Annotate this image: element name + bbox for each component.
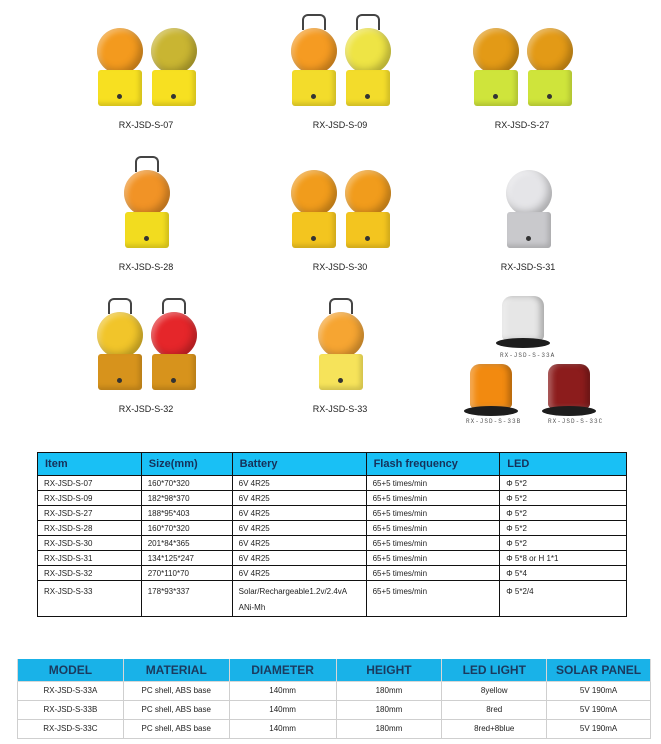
strobe-caption: RX-JSD-S-33A xyxy=(500,352,556,359)
table-cell: 5V 190mA xyxy=(547,681,651,700)
table-cell: RX-JSD-S-31 xyxy=(38,551,142,566)
product-card xyxy=(46,142,246,282)
lamp-base xyxy=(98,354,142,390)
table-cell: PC shell, ABS base xyxy=(123,700,229,719)
table-cell: 65+5 times/min xyxy=(366,536,500,551)
lamp-switch xyxy=(338,378,343,383)
col-diameter: DIAMETER xyxy=(229,659,336,681)
table-cell: Φ 5*2 xyxy=(500,536,627,551)
lamp-lens xyxy=(97,312,143,358)
table-cell: Φ 5*2 xyxy=(500,476,627,491)
lamp-lens xyxy=(473,28,519,74)
strobe-dome xyxy=(470,364,512,408)
col-flash-frequency: Flash frequency xyxy=(366,453,500,476)
product-image xyxy=(422,6,622,110)
table-cell: 201*84*365 xyxy=(141,536,232,551)
col-item: Item xyxy=(38,453,142,476)
table-cell: 140mm xyxy=(229,700,336,719)
lamp-lens xyxy=(527,28,573,74)
table-cell: 160*70*320 xyxy=(141,476,232,491)
lamp-lens xyxy=(291,170,337,216)
lamp-base xyxy=(152,70,196,106)
product-caption: RX-JSD-S-33 xyxy=(312,404,368,414)
strobe-caption: RX-JSD-S-33C xyxy=(548,418,604,425)
warning-lamp-icon xyxy=(149,294,197,394)
table-cell: 6V 4R25 xyxy=(232,476,366,491)
lamp-switch xyxy=(547,94,552,99)
product-caption: RX-JSD-S-07 xyxy=(118,120,174,130)
table-cell: RX-JSD-S-33C xyxy=(18,719,124,738)
table-row xyxy=(38,491,627,506)
table-cell: 6V 4R25 xyxy=(232,566,366,581)
table-row xyxy=(38,506,627,521)
table-cell: 65+5 times/min xyxy=(366,566,500,581)
lamp-lens xyxy=(97,28,143,74)
lamp-switch xyxy=(526,236,531,241)
product-image xyxy=(428,148,628,252)
table-cell: 160*70*320 xyxy=(141,521,232,536)
table-cell: 182*98*370 xyxy=(141,491,232,506)
table-row xyxy=(38,566,627,581)
strobe-dome xyxy=(548,364,590,408)
table-cell: PC shell, ABS base xyxy=(123,719,229,738)
product-caption: RX-JSD-S-30 xyxy=(312,262,368,272)
table-cell: 5V 190mA xyxy=(547,719,651,738)
strobe-base xyxy=(496,338,550,348)
table-cell: Φ 5*2 xyxy=(500,506,627,521)
product-caption: RX-JSD-S-09 xyxy=(312,120,368,130)
solar-table-header xyxy=(18,659,651,681)
lamp-base xyxy=(319,354,363,390)
product-card xyxy=(46,0,246,140)
lamp-base xyxy=(292,212,336,248)
table-cell: 65+5 times/min xyxy=(366,506,500,521)
col-led-light: LED LIGHT xyxy=(442,659,547,681)
table-cell: RX-JSD-S-28 xyxy=(38,521,142,536)
warning-lamp-icon xyxy=(471,10,519,110)
table-cell: 180mm xyxy=(336,681,442,700)
solar-table xyxy=(17,659,651,739)
lamp-base xyxy=(98,70,142,106)
table-cell: Φ 5*4 xyxy=(500,566,627,581)
table-cell: 6V 4R25 xyxy=(232,536,366,551)
col-size: Size(mm) xyxy=(141,453,232,476)
table-cell: 6V 4R25 xyxy=(232,491,366,506)
table-cell: Solar/Rechargeable1.2v/2.4vA ANi-Mh xyxy=(232,581,366,617)
warning-lamp-icon xyxy=(504,152,552,252)
table-row xyxy=(18,700,651,719)
table-row xyxy=(18,681,651,700)
warning-lamp-icon xyxy=(149,10,197,110)
lamp-switch xyxy=(493,94,498,99)
lamp-switch xyxy=(171,378,176,383)
warning-lamp-icon xyxy=(289,10,337,110)
col-material: MATERIAL xyxy=(123,659,229,681)
warning-lamp-icon xyxy=(95,294,143,394)
table-cell: PC shell, ABS base xyxy=(123,681,229,700)
warning-lamp-icon xyxy=(316,294,364,394)
table-cell: Φ 5*2 xyxy=(500,491,627,506)
table-row xyxy=(18,719,651,738)
lamp-base xyxy=(125,212,169,248)
table-cell: 180mm xyxy=(336,700,442,719)
lamp-base xyxy=(346,70,390,106)
table-row xyxy=(38,581,627,617)
lamp-base xyxy=(346,212,390,248)
lamp-switch xyxy=(311,236,316,241)
product-caption: RX-JSD-S-31 xyxy=(500,262,556,272)
table-cell: 140mm xyxy=(229,719,336,738)
lamp-lens xyxy=(124,170,170,216)
warning-lamp-icon xyxy=(343,10,391,110)
lamp-lens xyxy=(345,170,391,216)
lamp-base xyxy=(528,70,572,106)
table-cell: 65+5 times/min xyxy=(366,551,500,566)
lamp-switch xyxy=(144,236,149,241)
table-cell: 180mm xyxy=(336,719,442,738)
col-model: MODEL xyxy=(18,659,124,681)
table-cell: RX-JSD-S-33A xyxy=(18,681,124,700)
strobe-dome xyxy=(502,296,544,340)
table-cell: 8red xyxy=(442,700,547,719)
lamp-switch xyxy=(365,236,370,241)
table-cell: 134*125*247 xyxy=(141,551,232,566)
table-cell: 6V 4R25 xyxy=(232,521,366,536)
spec-table-header xyxy=(38,453,627,476)
col-solar-panel: SOLAR PANEL xyxy=(547,659,651,681)
lamp-lens xyxy=(151,28,197,74)
table-cell: RX-JSD-S-33 xyxy=(38,581,142,617)
table-row xyxy=(38,536,627,551)
lamp-switch xyxy=(117,94,122,99)
table-cell: 6V 4R25 xyxy=(232,551,366,566)
strobe-beacon-33c xyxy=(542,364,596,424)
warning-lamp-icon xyxy=(289,152,337,252)
table-cell: 65+5 times/min xyxy=(366,521,500,536)
lamp-base xyxy=(507,212,551,248)
table-cell: RX-JSD-S-33B xyxy=(18,700,124,719)
table-cell: 65+5 times/min xyxy=(366,581,500,617)
table-cell: Φ 5*2 xyxy=(500,521,627,536)
table-cell: 5V 190mA xyxy=(547,700,651,719)
product-image xyxy=(240,148,440,252)
warning-lamp-icon xyxy=(343,152,391,252)
warning-lamp-icon xyxy=(525,10,573,110)
lamp-lens xyxy=(506,170,552,216)
product-image xyxy=(46,148,246,252)
col-led: LED xyxy=(500,453,627,476)
table-cell: 270*110*70 xyxy=(141,566,232,581)
lamp-base xyxy=(292,70,336,106)
table-cell: RX-JSD-S-07 xyxy=(38,476,142,491)
table-cell: 65+5 times/min xyxy=(366,476,500,491)
lamp-switch xyxy=(311,94,316,99)
col-height: HEIGHT xyxy=(336,659,442,681)
product-image xyxy=(240,6,440,110)
lamp-switch xyxy=(171,94,176,99)
table-cell: 8yellow xyxy=(442,681,547,700)
product-card xyxy=(428,142,628,282)
product-card xyxy=(240,0,440,140)
lamp-base xyxy=(152,354,196,390)
table-cell: Φ 5*8 or H 1*1 xyxy=(500,551,627,566)
lamp-lens xyxy=(291,28,337,74)
lamp-lens xyxy=(318,312,364,358)
product-caption: RX-JSD-S-28 xyxy=(118,262,174,272)
product-caption: RX-JSD-S-32 xyxy=(118,404,174,414)
table-cell: 6V 4R25 xyxy=(232,506,366,521)
table-row xyxy=(38,551,627,566)
strobe-base xyxy=(464,406,518,416)
lamp-base xyxy=(474,70,518,106)
strobe-beacon-33a xyxy=(496,296,550,356)
table-cell: RX-JSD-S-32 xyxy=(38,566,142,581)
lamp-lens xyxy=(151,312,197,358)
strobe-caption: RX-JSD-S-33B xyxy=(466,418,522,425)
product-card xyxy=(240,284,440,424)
table-cell: Φ 5*2/4 xyxy=(500,581,627,617)
table-row xyxy=(38,521,627,536)
table-cell: RX-JSD-S-27 xyxy=(38,506,142,521)
table-cell: 65+5 times/min xyxy=(366,491,500,506)
col-battery: Battery xyxy=(232,453,366,476)
lamp-lens xyxy=(345,28,391,74)
spec-table xyxy=(37,452,627,617)
lamp-switch xyxy=(365,94,370,99)
table-row xyxy=(38,476,627,491)
warning-lamp-icon xyxy=(122,152,170,252)
product-card xyxy=(46,284,246,424)
product-image xyxy=(240,290,440,394)
strobe-beacon-33b xyxy=(464,364,518,424)
table-cell: 140mm xyxy=(229,681,336,700)
product-card xyxy=(422,0,622,140)
table-cell: 188*95*403 xyxy=(141,506,232,521)
table-cell: 8red+8blue xyxy=(442,719,547,738)
table-cell: RX-JSD-S-09 xyxy=(38,491,142,506)
strobe-base xyxy=(542,406,596,416)
table-cell: RX-JSD-S-30 xyxy=(38,536,142,551)
product-card xyxy=(240,142,440,282)
product-caption: RX-JSD-S-27 xyxy=(494,120,550,130)
table-cell: 178*93*337 xyxy=(141,581,232,617)
product-image xyxy=(46,6,246,110)
lamp-switch xyxy=(117,378,122,383)
product-image xyxy=(46,290,246,394)
warning-lamp-icon xyxy=(95,10,143,110)
